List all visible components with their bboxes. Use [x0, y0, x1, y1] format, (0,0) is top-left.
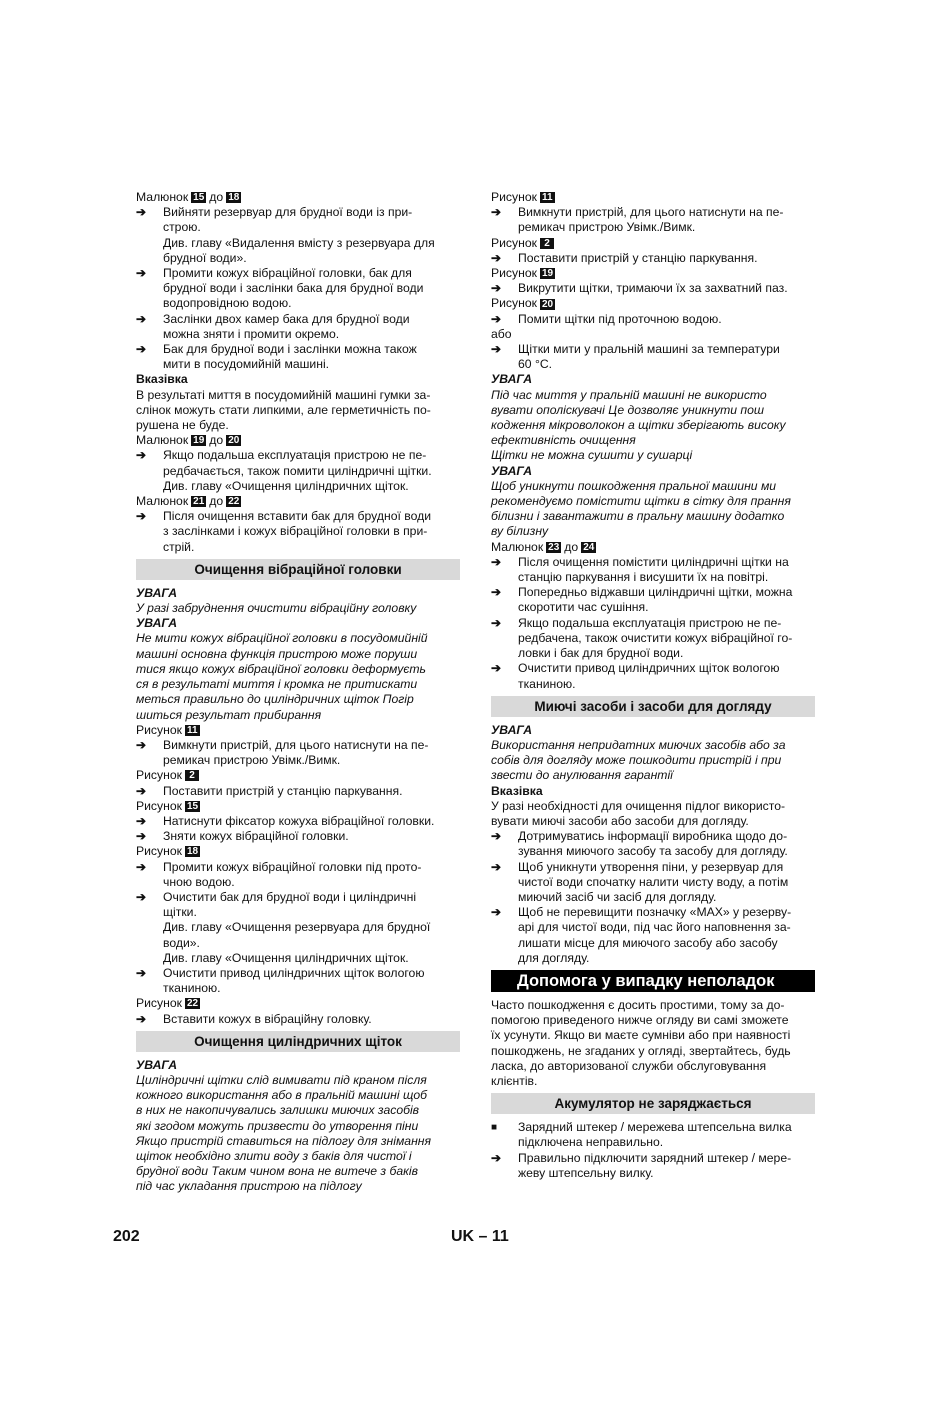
- arrow-icon: ➔: [136, 829, 147, 844]
- text-line: Див. главу «Очищення циліндричних щіток.: [163, 950, 409, 965]
- text-line: Якщо пристрій ставиться на підлогу для знімання: [136, 1133, 432, 1148]
- text-line: ся в результаті миття і кромка не притискати: [136, 677, 418, 692]
- figure-ref: Рисунок 11: [491, 190, 553, 204]
- arrow-icon: ➔: [491, 905, 502, 920]
- or-text: або: [491, 326, 512, 341]
- text-line: Після очищення вставити бак для брудної води: [163, 509, 432, 524]
- text-line: щітки.: [163, 905, 197, 920]
- arrow-icon: ➔: [491, 311, 502, 326]
- arrow-icon: ➔: [136, 342, 147, 357]
- text-line: вувати миючі засоби або засоби для догляду.: [491, 813, 749, 828]
- text-line: Див. главу «Очищення резервуара для брудної: [163, 920, 431, 935]
- text-line: ласка, до авторизованої служби обслуговування: [491, 1058, 767, 1073]
- arrow-icon: ➔: [136, 783, 147, 798]
- text-line: кодження мікроволокон а щітки зберігають високу: [491, 418, 786, 433]
- step: [136, 814, 460, 829]
- arrow-icon: ➔: [491, 342, 502, 357]
- step: [136, 312, 460, 342]
- text-line: брудної води Таким чином вона не витече з баків: [136, 1164, 418, 1179]
- step: [491, 281, 815, 296]
- step: [136, 342, 460, 372]
- warning-heading: УВАГА: [491, 372, 533, 387]
- text-line: стрій.: [163, 539, 195, 554]
- step: [136, 266, 460, 312]
- figure-ref: Малюнок 21 до 22: [136, 494, 240, 509]
- step: [136, 966, 460, 996]
- text-line: миючий засіб чи засіб для догляду.: [518, 889, 717, 904]
- text-line: мити в посудомийній машині.: [163, 357, 330, 372]
- arrow-icon: ➔: [136, 737, 147, 752]
- arrow-icon: ➔: [136, 509, 147, 524]
- text-line: брудної води і заслінки бака для брудної води: [163, 281, 424, 296]
- text-line: шиться результат прибирання: [136, 707, 322, 722]
- text-line: Вимкнути пристрій, для цього натиснути на пе-: [518, 205, 784, 220]
- text-line: Промити кожух вібраційної головки, бак для: [163, 266, 412, 281]
- arrow-icon: ➔: [136, 859, 147, 874]
- text-line: редбачається, також помити циліндричні щітки.: [163, 463, 432, 478]
- text-line: Вийняти резервуар для брудної води із при-: [163, 205, 413, 220]
- text-line: Якщо подальша експлуатація пристрою не пе-: [518, 615, 782, 630]
- figure-ref: Рисунок 2: [136, 768, 460, 783]
- step: [491, 905, 815, 966]
- text-line: Щоб уникнути пошкодження пральної машини ми: [491, 478, 777, 493]
- text-line: Якщо подальша експлуатація пристрою не пе-: [163, 448, 427, 463]
- text-line: Циліндричні щітки слід вимивати під краном після: [136, 1072, 427, 1087]
- text-line: клієнтів.: [491, 1073, 538, 1088]
- text-line: Щоб не перевищити позначку «MAX» у резерву-: [518, 905, 792, 920]
- step: [491, 312, 815, 327]
- warning-heading: УВАГА: [136, 616, 178, 631]
- text-line: Очистити бак для брудної води і циліндричні: [163, 889, 417, 904]
- text-line: звести до анулювання гарантії: [491, 768, 673, 783]
- arrow-icon: ➔: [491, 554, 502, 569]
- text-line: Див. главу «Очищення циліндричних щіток.: [163, 478, 409, 493]
- note-heading: Вказівка: [491, 783, 543, 798]
- text-line: Див. главу «Видалення вмісту з резервуара для: [163, 235, 435, 250]
- arrow-icon: ➔: [136, 813, 147, 828]
- text-line: чною водою.: [163, 874, 235, 889]
- step: [136, 890, 460, 966]
- page-number: 202: [113, 1228, 140, 1245]
- text-line: слінок можуть стати липкими, але герметичність по-: [136, 402, 431, 417]
- text-line: Щоб уникнути утворення піни, у резервуар для: [518, 859, 784, 874]
- text-line: Під час миття у пральній машині не використо: [491, 387, 767, 402]
- arrow-icon: ➔: [136, 205, 147, 220]
- figure-ref: Малюнок 15 до 18: [136, 190, 240, 204]
- warning-text: [136, 1073, 460, 1195]
- arrow-icon: ➔: [136, 448, 147, 463]
- text-line: ефективність очищення: [491, 433, 636, 448]
- arrow-icon: ➔: [491, 205, 502, 220]
- text-line: під час укладання пристрою на підлогу: [136, 1179, 362, 1194]
- text-line: Попередньо віджавши циліндричні щітки, можна: [518, 585, 793, 600]
- arrow-icon: ➔: [136, 965, 147, 980]
- text-line: Заслінки двох камер бака для брудної води: [163, 311, 410, 326]
- figure-ref: Рисунок 19: [491, 266, 554, 281]
- figure-ref: Рисунок 22: [136, 996, 199, 1011]
- text-line: тканиною.: [518, 676, 576, 691]
- text-line: Вимкнути пристрій, для цього натиснути на пе-: [163, 737, 429, 752]
- text-line: У разі необхідності для очищення підлог використо-: [491, 798, 786, 813]
- warning-text: [491, 388, 815, 464]
- text-line: арі для чистої води, під час його наповнення за-: [518, 920, 791, 935]
- step: [491, 342, 815, 372]
- text-line: помогою приведеного нижче огляду ви самі зможете: [491, 1013, 789, 1028]
- text-line: можна зняти і промити окремо.: [163, 326, 340, 341]
- text-line: скоротити час сушіння.: [518, 600, 649, 615]
- warning-heading: УВАГА: [491, 722, 533, 737]
- step: [136, 205, 460, 266]
- section-heading: Миючі засоби і засоби для догляду: [491, 696, 815, 717]
- figure-ref: Рисунок 15: [136, 798, 199, 813]
- step: [491, 205, 815, 235]
- warning-text: [136, 601, 460, 616]
- text-line: Очистити привод циліндричних щіток вологою: [163, 965, 425, 980]
- step: [491, 616, 815, 662]
- arrow-icon: ➔: [491, 585, 502, 600]
- step: [491, 661, 815, 691]
- arrow-icon: ➔: [491, 859, 502, 874]
- warning-heading: УВАГА: [136, 1057, 178, 1072]
- text-line: з заслінками і кожух вібраційної головки в при-: [163, 524, 428, 539]
- text-line: лишати місце для миючого засобу або засобу: [518, 935, 778, 950]
- step: [491, 860, 815, 906]
- text-line: для догляду.: [518, 950, 590, 965]
- text-line: в них не накопичувались залишки миючих засобів: [136, 1103, 420, 1118]
- text-line: пошкоджень, не згаданих у огляді, звертайтесь, будь: [491, 1043, 791, 1058]
- text-line: Очистити привод циліндричних щіток вологою: [518, 661, 780, 676]
- text-line: Промити кожух вібраційної головки під прото-: [163, 859, 422, 874]
- text-line: кожного використання або в пральній машині щоб: [136, 1088, 427, 1103]
- step: [136, 509, 460, 555]
- square-bullet-icon: ■: [491, 1122, 498, 1134]
- step: [136, 829, 460, 844]
- text-line: ремикач пристрою Увімк./Вимк.: [518, 220, 696, 235]
- note-text: [491, 799, 815, 829]
- text-line: машині основна функція пристрою може поруши: [136, 646, 418, 661]
- text-line: зування миючого засобу та засобу для догляду.: [518, 844, 788, 859]
- arrow-icon: ➔: [491, 661, 502, 676]
- text-line: Поставити пристрій у станцію паркування.: [518, 250, 758, 265]
- warning-heading: УВАГА: [491, 463, 533, 478]
- text-line: Щітки мити у пральній машині за температури: [518, 342, 780, 357]
- arrow-icon: ➔: [136, 311, 147, 326]
- text-line: Часто пошкодження є досить простими, тому за до-: [491, 997, 785, 1012]
- warning-text: [491, 479, 815, 540]
- text-line: В результаті миття в посудомийній машині гумки за-: [136, 387, 431, 402]
- text-line: білизни і завантажити в пральну машину додатко: [491, 509, 785, 524]
- arrow-icon: ➔: [491, 281, 502, 296]
- text-line: Вставити кожух в вібраційну головку.: [163, 1011, 372, 1026]
- text-line: Викрутити щітки, тримаючи їх за захватний паз.: [518, 281, 788, 296]
- text-line: 60 °C.: [518, 357, 553, 372]
- step: [136, 860, 460, 890]
- text-line: Використання непридатних миючих засобів або за: [491, 737, 786, 752]
- text-line: Правильно підключити зарядний штекер / мере-: [518, 1150, 792, 1165]
- text-line: Поставити пристрій у станцію паркування.: [163, 783, 403, 798]
- arrow-icon: ➔: [136, 1011, 147, 1026]
- arrow-icon: ➔: [491, 250, 502, 265]
- text-line: рекомендуємо помістити щітки в сітку для прання: [491, 494, 791, 509]
- note-heading: Вказівка: [136, 372, 188, 387]
- figure-ref: Малюнок 19 до 20: [136, 433, 240, 448]
- figure-ref: Рисунок 11: [136, 722, 198, 737]
- left-column: [136, 190, 460, 1195]
- text-line: Зарядний штекер / мережева штепсельна вилка: [518, 1120, 792, 1135]
- figure-ref: Рисунок 2: [491, 236, 815, 251]
- text-line: чистої води спочатку налити чисту воду, а потім: [518, 874, 789, 889]
- cause-item: [491, 1120, 815, 1150]
- text-line: води».: [163, 935, 200, 950]
- text-line: строю.: [163, 220, 201, 235]
- note-text: [136, 388, 460, 434]
- step: [491, 1151, 815, 1181]
- section-heading: Очищення вібраційної головки: [136, 559, 460, 580]
- text-line: Помити щітки під проточною водою.: [518, 311, 722, 326]
- text-line: Не мити кожух вібраційної головки в посудомийній: [136, 631, 428, 646]
- figure-ref: Рисунок 18: [136, 844, 199, 859]
- right-column: [491, 190, 815, 1181]
- help-text: [491, 998, 815, 1089]
- step: [491, 585, 815, 615]
- text-line: Бак для брудної води і заслінки можна також: [163, 342, 417, 357]
- text-line: підключена неправильно.: [518, 1135, 664, 1150]
- step: [136, 1012, 460, 1027]
- text-line: брудної води».: [163, 250, 247, 265]
- text-line: меться правильно до циліндричних щіток Погір: [136, 692, 414, 707]
- section-heading: Очищення циліндричних щіток: [136, 1031, 460, 1052]
- text-line: тися якщо кожух вібраційної головки деформуєть: [136, 661, 426, 676]
- figure-ref: Малюнок 23 до 24: [491, 539, 595, 554]
- arrow-icon: ➔: [136, 266, 147, 281]
- text-line: тканиною.: [163, 981, 221, 996]
- step: [491, 829, 815, 859]
- arrow-icon: ➔: [491, 829, 502, 844]
- text-line: Натиснути фіксатор кожуха вібраційної головки.: [163, 813, 435, 828]
- arrow-icon: ➔: [491, 615, 502, 630]
- text-line: Щітки не можна сушити у сушарці: [491, 448, 693, 463]
- text-line: станцію паркування і висушити їх на повітрі.: [518, 570, 769, 585]
- warning-text: [491, 738, 815, 784]
- text-line: жеву штепсельну вилку.: [518, 1165, 654, 1180]
- step: [136, 738, 460, 768]
- text-line: щіток необхідно злити воду з баків для чистої і: [136, 1148, 412, 1163]
- text-line: У разі забруднення очистити вібраційну головку: [136, 601, 417, 616]
- step: [491, 251, 815, 266]
- text-line: вувати ополіскувачі Це дозволяє уникнути пош: [491, 402, 765, 417]
- text-line: ремикач пристрою Увімк./Вимк.: [163, 753, 341, 768]
- text-line: ву білизну: [491, 524, 549, 539]
- text-line: водопровідною водою.: [163, 296, 292, 311]
- text-line: рушена не буде.: [136, 418, 229, 433]
- step: [136, 448, 460, 494]
- arrow-icon: ➔: [491, 1150, 502, 1165]
- step: [491, 555, 815, 585]
- step: [136, 784, 460, 799]
- warning-text: [136, 631, 460, 722]
- text-line: ловки і бак для брудної води.: [518, 646, 684, 661]
- text-line: які згодом можуть призвести до утворення піни: [136, 1118, 419, 1133]
- text-line: редбачена, також очистити кожух вібраційної го-: [518, 630, 793, 645]
- text-line: Дотримуватись інформації виробника щодо до-: [518, 829, 788, 844]
- text-line: їх усунути. Якщо ви маєте сумніви або при наявності: [491, 1028, 791, 1043]
- chapter-heading: Допомога у випадку неполадок: [491, 970, 815, 992]
- section-code: UK – 11: [451, 1228, 509, 1245]
- warning-heading: УВАГА: [136, 585, 178, 600]
- arrow-icon: ➔: [136, 889, 147, 904]
- text-line: собів для догляду може пошкодити пристрій і при: [491, 753, 782, 768]
- text-line: Зняти кожух вібраційної головки.: [163, 829, 349, 844]
- text-line: Після очищення помістити циліндричні щітки на: [518, 554, 789, 569]
- figure-ref: Рисунок 20: [491, 296, 554, 311]
- section-heading: Акумулятор не заряджається: [491, 1093, 815, 1114]
